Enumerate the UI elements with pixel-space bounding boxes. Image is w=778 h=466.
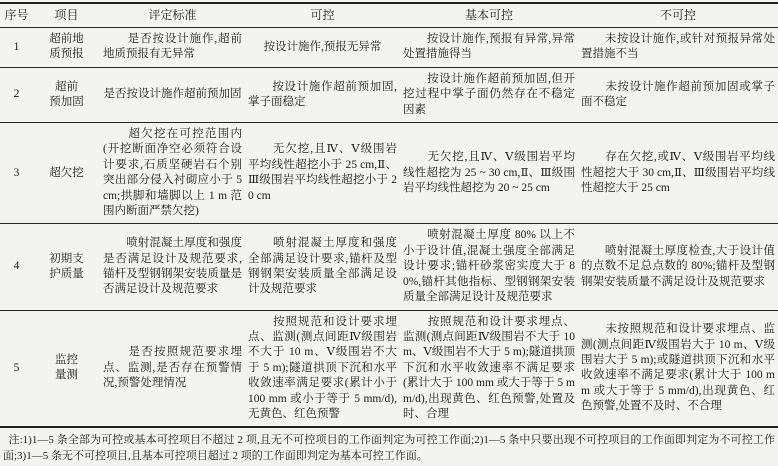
- column-header-no: 序号: [0, 3, 33, 28]
- cell-basically-controllable: 喷射混凝土厚度 80% 以上不小于设计值,混凝土强度全部满足设计要求;锚杆砂浆密实度大于 80%,锚杆其他指标、型钢钢架安装质量全部满足设计及规范要求: [400, 224, 578, 310]
- cell-controllable: 喷射混凝土厚度和强度全部满足设计要求,锚杆及型钢钢架安装质量全部满足设计及规范要求: [245, 224, 400, 310]
- cell-no: 4: [0, 224, 33, 310]
- cell-basically-controllable: 无欠挖,且Ⅳ、Ⅴ级围岩平均线性超挖为 25 ~ 30 cm,Ⅱ、Ⅲ级围岩平均线性超挖为 20 ~ 25 cm: [400, 123, 578, 224]
- table-footnote: 注:1)1—5 条全部为可控或基本可控项目不超过 2 项,且无不可控项目的工作面判定为可控工作面;2)1—5 条中只要出现不可控项目的工作面即判定为不可控工作面;3)1—5 条无不可控项目,且基本可控项目超过 2 项的工作面即判定为基本可控工作面。: [3, 434, 775, 462]
- table-row: [0, 123, 778, 224]
- cell-criteria: 是否按设计施作超前预加固: [100, 67, 245, 122]
- cell-basically-controllable: 按设计施作超前预加固,但开挖过程中掌子面仍然存在不稳定因素: [400, 67, 578, 122]
- column-header-controllable: 可控: [245, 3, 400, 28]
- cell-no: 1: [0, 28, 33, 68]
- cell-criteria: 是否按照规范要求埋点、监测,是否存在预警情况,预警处理情况: [103, 346, 242, 390]
- assessment-table: [0, 2, 778, 428]
- cell-item: 超前 预加固: [33, 67, 100, 122]
- cell-criteria: 喷射混凝土厚度和强度是否满足设计及规范要求,锚杆及型钢钢架安装质量是否满足设计及规范要求: [100, 224, 245, 310]
- column-header-criteria: 评定标准: [100, 3, 245, 28]
- cell-controllable: 按设计施作超前预加固,掌子面稳定: [245, 67, 400, 122]
- cell-uncontrollable: 未按照规范和设计要求埋点、监测(测点间距Ⅳ级围岩大于 10 m、Ⅴ级围岩大于 5 m);或隧道拱顶下沉和水平收敛速率不满足要求(累计大于 100 mm 或大于等于 5 mm/d),出现黄色、红色预警,处置不及时、不合理: [581, 323, 775, 413]
- column-header-uncontrollable: 不可控: [578, 3, 778, 28]
- cell-controllable: 无欠挖,且Ⅳ、Ⅴ级围岩平均线性超挖小于 25 cm,Ⅱ、Ⅲ级围岩平均线性超挖小于 20 cm: [245, 123, 400, 224]
- cell-controllable: 按设计施作,预报无异常: [245, 28, 400, 68]
- table-row: [0, 67, 778, 122]
- cell-uncontrollable: 存在欠挖,或Ⅳ、Ⅴ级围岩平均线性超挖大于 30 cm,Ⅱ、Ⅲ级围岩平均线性超挖大于 25 cm: [578, 123, 778, 224]
- cell-item: 初期支 护质量: [33, 224, 100, 310]
- cell-item: 监控 量测: [55, 354, 78, 382]
- cell-basically-controllable: 按设计施作,预报有异常,异常处置措施得当: [400, 28, 578, 68]
- cell-item: 超前地 质预报: [33, 28, 100, 68]
- cell-no: 5: [13, 361, 20, 374]
- cell-controllable: 按照规范和设计要求埋点、监测(测点间距Ⅳ级围岩不大于 10 m、Ⅴ级围岩不大于 5 m);隧道拱顶下沉和水平收敛速率满足要求(累计小于 100 mm 或小于等于 5 mm/d),无黄色、红色预警: [248, 315, 397, 420]
- table-row: [0, 224, 778, 310]
- column-header-basically-controllable: 基本可控: [400, 3, 578, 28]
- column-header-item: 项目: [33, 3, 100, 28]
- table-row: [0, 28, 778, 68]
- cell-no: 2: [0, 67, 33, 122]
- cell-criteria: 是否按设计施作,超前地质预报有无异常: [100, 28, 245, 68]
- cell-no: 3: [0, 123, 33, 224]
- cell-uncontrollable: 喷射混凝土厚度检查,大于设计值的点数不足总点数的 80%;锚杆及型钢钢架安装质量不满足设计及规范要求: [578, 224, 778, 310]
- table-header-row: [0, 3, 778, 28]
- cell-uncontrollable: 未按设计施作超前预加固或掌子面不稳定: [578, 67, 778, 122]
- cell-uncontrollable: 未按设计施作,或针对预报异常处置措施不当: [578, 28, 778, 68]
- table-row: [0, 310, 778, 427]
- cell-criteria: 超欠挖在可控范围内(开挖断面净空必须符合设计要求,石质坚硬岩石个别突出部分侵入衬砌应小于 5 cm;拱脚和墙脚以上 1 m 范围内断面严禁欠挖): [100, 123, 245, 224]
- cell-basically-controllable: 按照规范和设计要求埋点、监测(测点间距Ⅳ级围岩不大于 10 m、Ⅴ级围岩不大于 5 m);隧道拱顶下沉和水平收敛速率不满足要求(累计大于 100 mm 或大于等于 5 mm/d),出现黄色、红色预警,处置及时、合理: [403, 315, 575, 420]
- cell-item: 超欠挖: [33, 123, 100, 224]
